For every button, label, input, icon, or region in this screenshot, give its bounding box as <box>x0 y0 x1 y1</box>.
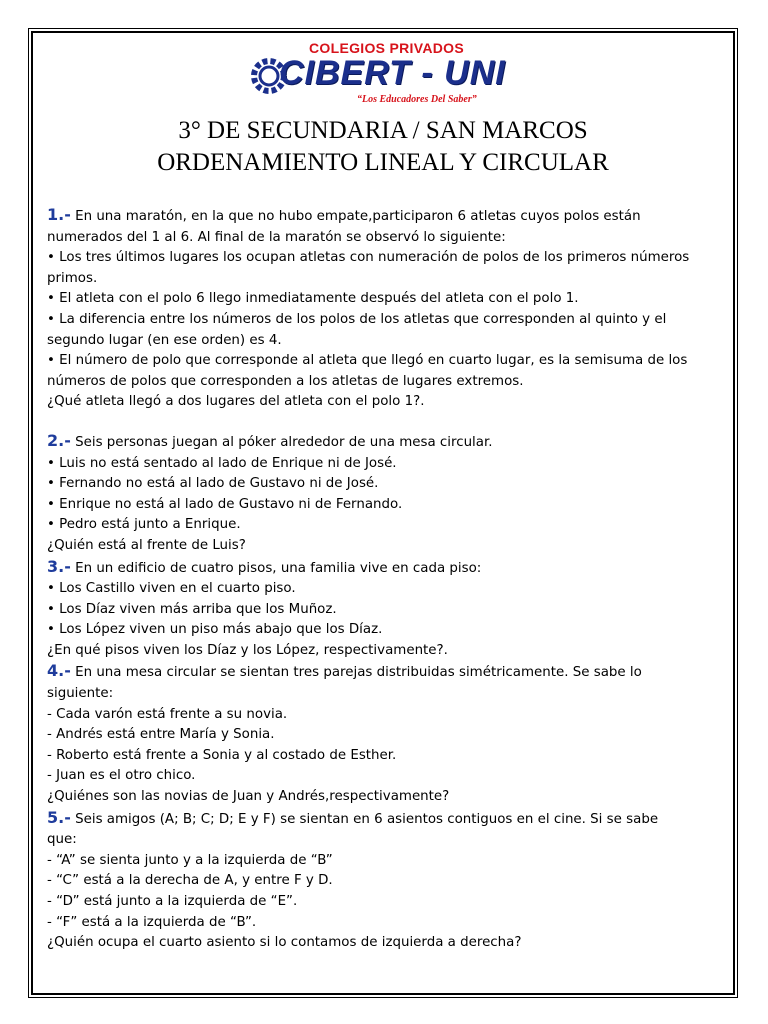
problem-line: • El número de polo que corresponde al atleta que llegó en cuarto lugar, es la semisuma de los <box>47 353 688 369</box>
problem-line: - Roberto está frente a Sonia y al costado de Esther. <box>47 747 397 763</box>
page-title: 3° DE SECUNDARIA / SAN MARCOS <box>178 117 588 144</box>
problem-line: - Andrés está entre María y Sonia. <box>47 727 275 743</box>
problem-line: • Fernando no está al lado de Gustavo ni de José. <box>47 476 379 492</box>
problem-line: ¿En qué pisos viven los Díaz y los López, respectivamente?. <box>47 642 448 658</box>
problem-line: segundo lugar (en ese orden) es 4. <box>47 332 282 348</box>
problem-number: 1.- <box>47 205 71 224</box>
problem-number: 5.- <box>47 807 71 827</box>
problem-line: • Los Díaz viven más arriba que los Muñoz. <box>47 601 337 617</box>
problem-1 <box>47 205 723 413</box>
logo-tagline: “Los Educadores Del Saber” <box>357 94 477 105</box>
school-logo <box>249 40 525 106</box>
problem-line: 4.- En una mesa circular se sientan tres parejas distribuidas simétricamente. Se sabe lo <box>47 661 642 681</box>
problem-line: - Juan es el otro chico. <box>47 768 196 784</box>
logo-top-text: COLEGIOS PRIVADOS <box>309 40 464 56</box>
problem-line: ¿Quiénes son las novias de Juan y Andrés,respectivamente? <box>47 789 450 805</box>
problem-number: 3.- <box>47 556 71 576</box>
problem-line: 5.- Seis amigos (A; B; C; D; E y F) se sientan en 6 asientos contiguos en el cine. Si se sabe <box>47 807 659 827</box>
page-subtitle: ORDENAMIENTO LINEAL Y CIRCULAR <box>157 149 609 176</box>
problem-4 <box>47 661 723 807</box>
problem-line: • Los tres últimos lugares los ocupan atletas con numeración de polos de los primeros números <box>47 250 690 266</box>
problem-line: • Los Castillo viven en el cuarto piso. <box>47 581 296 597</box>
problem-line: números de polos que corresponden a los atletas de lugares extremos. <box>47 373 524 389</box>
problem-list <box>47 205 723 954</box>
problem-line: • La diferencia entre los números de los polos de los atletas que corresponden al quinto y el <box>47 311 667 327</box>
problem-line: - “D” está junto a la izquierda de “E”. <box>47 894 298 909</box>
problem-line: • El atleta con el polo 6 llego inmediatamente después del atleta con el polo 1. <box>47 291 579 307</box>
problem-number: 2.- <box>47 430 71 450</box>
problem-line: • Pedro está junto a Enrique. <box>47 517 241 533</box>
problem-number: 4.- <box>47 661 71 681</box>
problem-5 <box>47 808 723 954</box>
problem-line: - “C” está a la derecha de A, y entre F y D. <box>47 873 333 889</box>
problem-line: 3.- En un edificio de cuatro pisos, una familia vive en cada piso: <box>47 556 482 576</box>
problem-line: ¿Qué atleta llegó a dos lugares del atleta con el polo 1?. <box>47 394 425 410</box>
problem-line: • Enrique no está al lado de Gustavo ni de Fernando. <box>47 496 403 512</box>
problem-line: - Cada varón está frente a su novia. <box>47 706 288 722</box>
problem-line: numerados del 1 al 6. Al final de la maratón se observó lo siguiente: <box>47 229 506 245</box>
logo-main-text: CIBERT - UNI <box>279 54 506 92</box>
problem-line: 1.- En una maratón, en la que no hubo empate,participaron 6 atletas cuyos polos están <box>47 205 641 224</box>
problem-line: • Los López viven un piso más abajo que los Díaz. <box>47 622 383 638</box>
problem-2 <box>47 431 723 557</box>
problem-line: 2.- Seis personas juegan al póker alrededor de una mesa circular. <box>47 430 493 450</box>
problem-line: ¿Quién está al frente de Luis? <box>47 537 246 553</box>
problem-line: ¿Quién ocupa el cuarto asiento si lo contamos de izquierda a derecha? <box>47 935 522 951</box>
document-page <box>31 31 735 995</box>
problem-3 <box>47 557 723 662</box>
problem-line: que: <box>47 832 77 848</box>
problem-line: primos. <box>47 270 98 286</box>
problem-line: - “A” se sienta junto y a la izquierda de “B” <box>47 852 333 868</box>
problem-line: • Luis no está sentado al lado de Enrique ni de José. <box>47 455 397 471</box>
problem-line: siguiente: <box>47 686 114 702</box>
problem-line: - “F” está a la izquierda de “B”. <box>47 914 257 930</box>
